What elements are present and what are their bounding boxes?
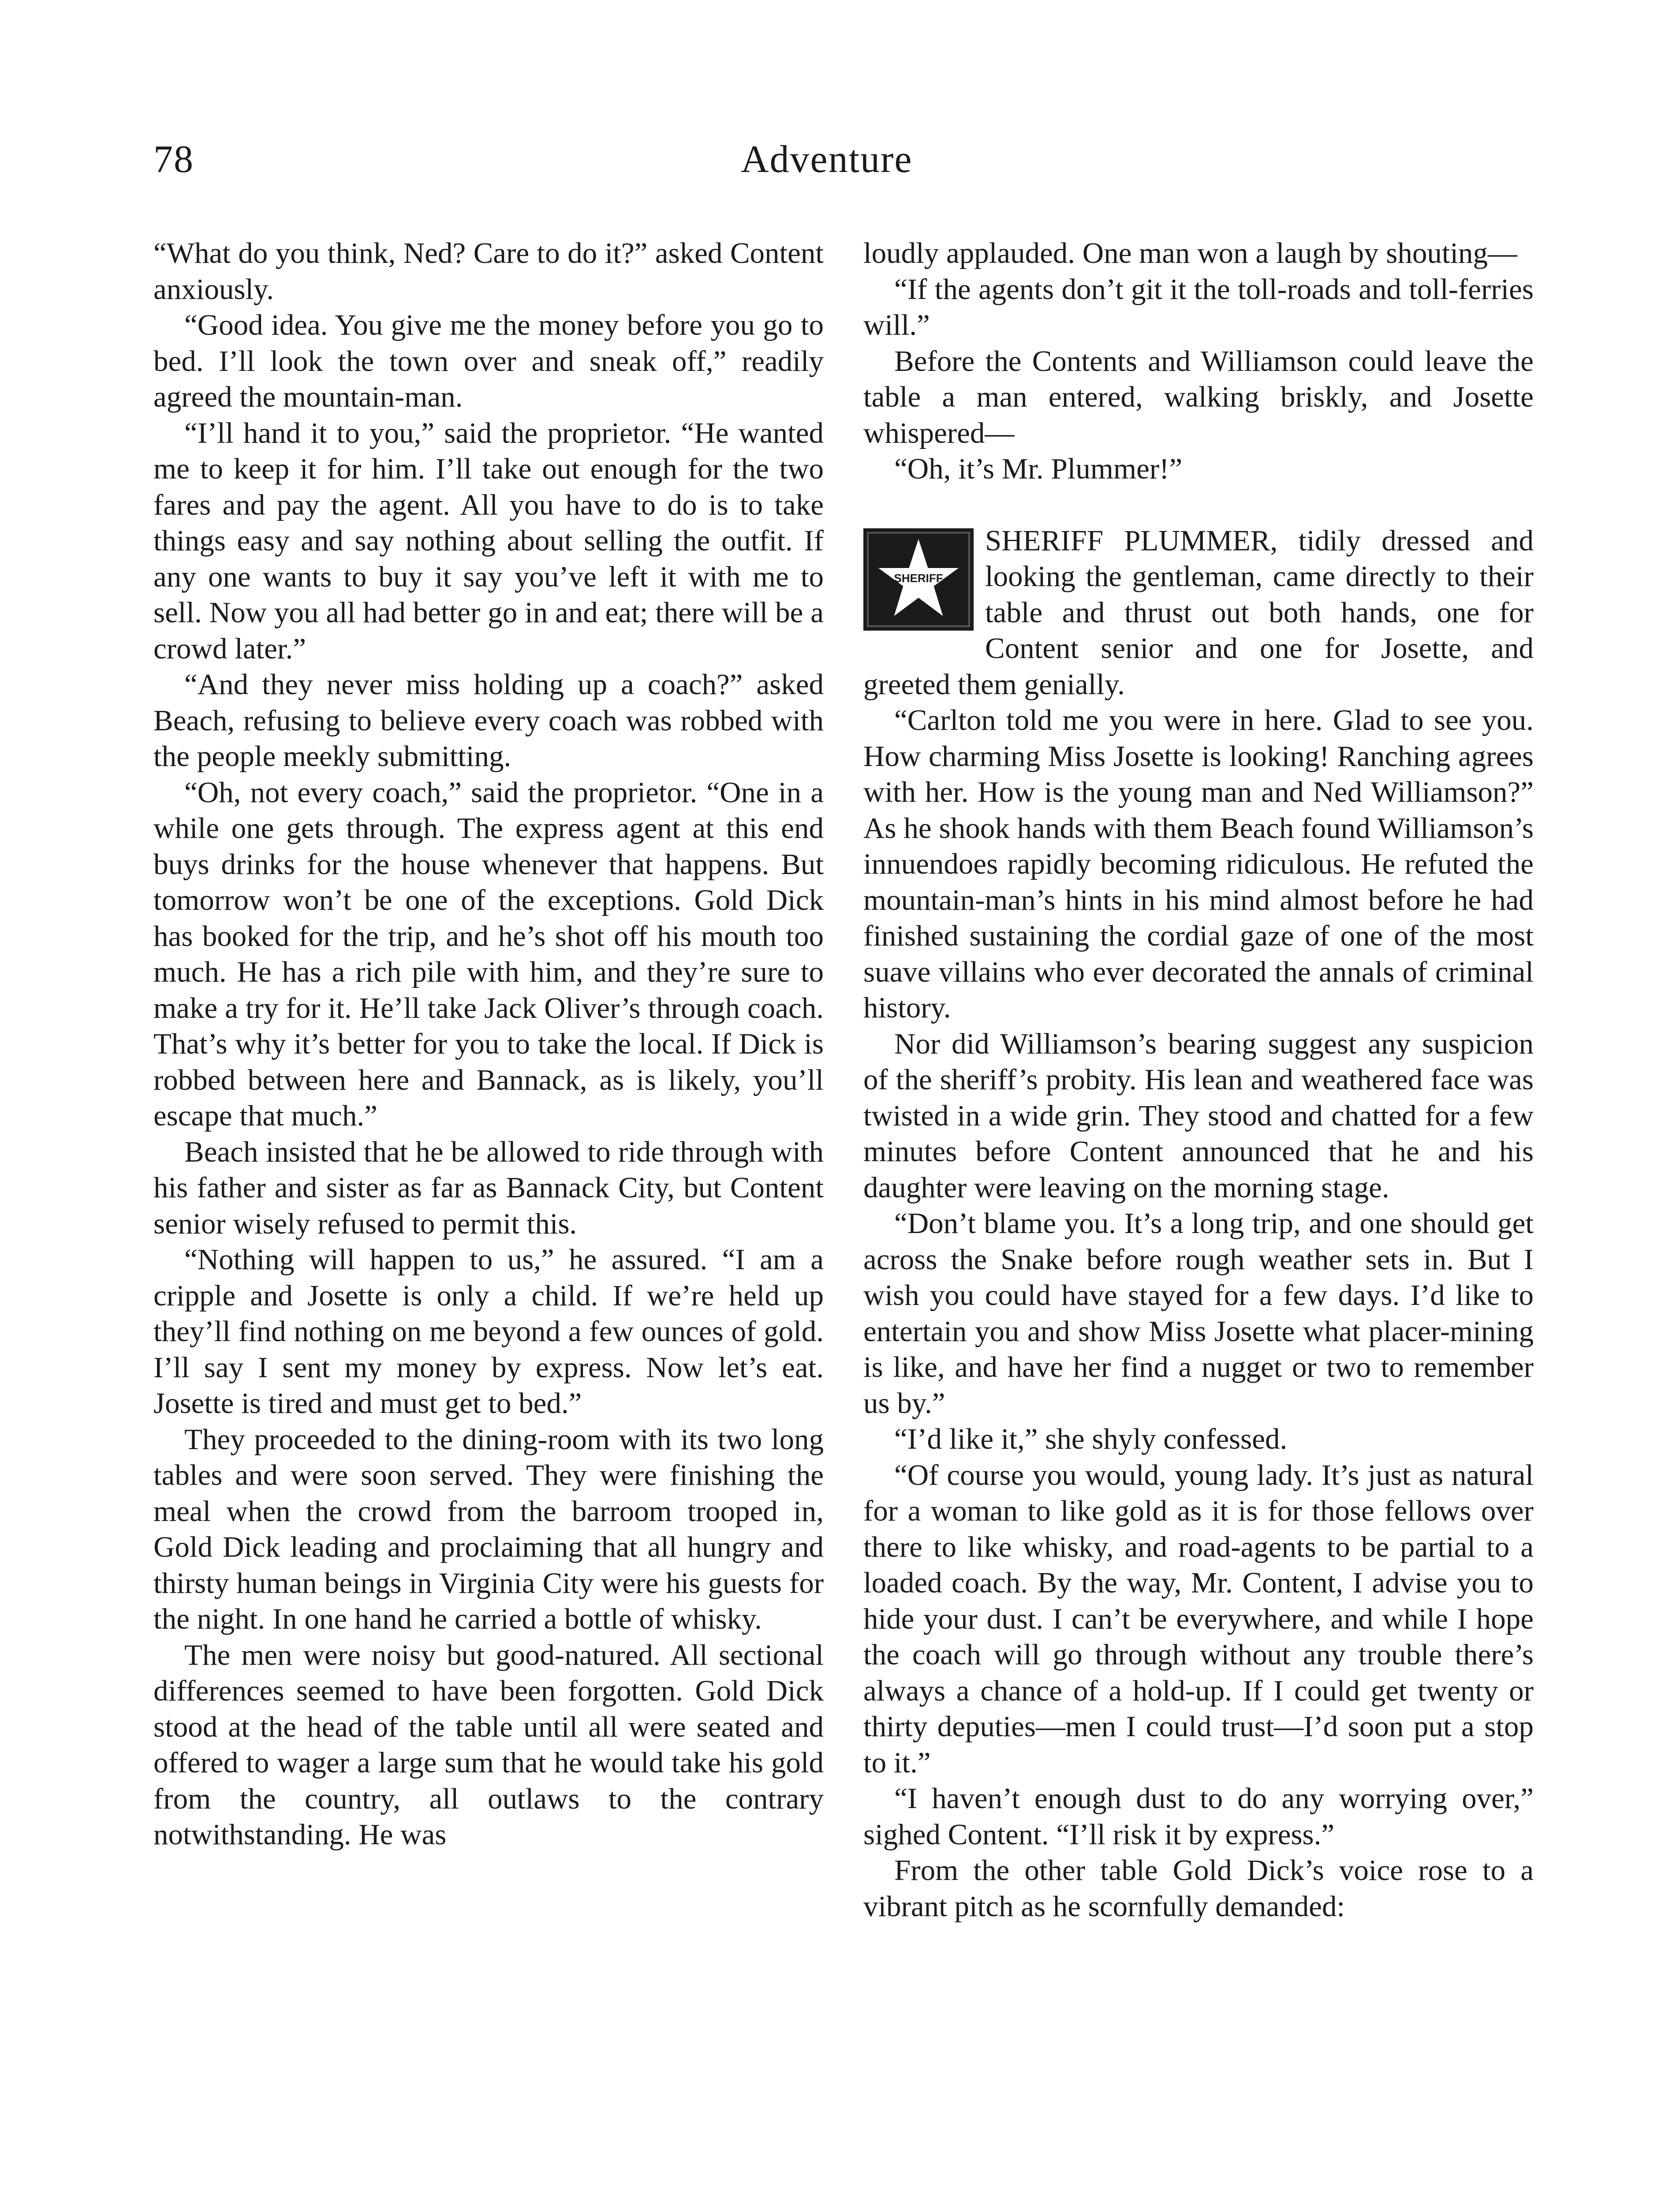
page-number: 78 bbox=[153, 138, 194, 181]
paragraph: “I’d like it,” she shyly confessed. bbox=[894, 1423, 1288, 1455]
paragraph: From the other table Gold Dick’s voice rose to a vibrant pitch as he scornfully demanded: bbox=[863, 1854, 1534, 1923]
badge-label: SHERIFF bbox=[894, 571, 943, 585]
paragraph: “Nothing will happen to us,” he assured. “I am a cripple and Josette is only a child. If we’re held up they’ll find nothing on me beyond a few ounces of gold. I’ll say I sent my money by express. Now let’s eat. Josette is tired and must get to bed.” bbox=[153, 1243, 824, 1420]
paragraph: “And they never miss holding up a coach?” asked Beach, refusing to believe every coach was robbed with the people meekly submitting. bbox=[153, 668, 824, 773]
paragraph: “Oh, not every coach,” said the proprietor. “One in a while one gets through. The express agent at this end buys drinks for the house whenever that happens. But tomorrow won’t be one of the exceptions. Gold Dick has booked for the trip, and he’s shot off his mouth too much. He has a rich pile with him, and they’re sure to make a try for it. He’ll take Jack Oliver’s through coach. That’s why it’s better for you to take the local. If Dick is robbed between here and Bannack, as is likely, you’ll escape that much.” bbox=[153, 776, 824, 1132]
paragraph: “Good idea. You give me the money before you go to bed. I’ll look the town over and sneak off,” readily agreed the mountain-man. bbox=[153, 309, 824, 413]
paragraph: “I haven’t enough dust to do any worrying over,” sighed Content. “I’ll risk it by express.” bbox=[863, 1782, 1534, 1851]
paragraph: Beach insisted that he be allowed to ride through with his father and sister as far as Bannack City, but Content senior wisely refused to permit this. bbox=[153, 1135, 824, 1240]
sheriff-paragraph: SHERIFF PLUMMER, tidily dressed and looking the gentleman, came directly to their table and thrust out both hands, one for Content senior and one for Josette, and greeted them genially. bbox=[863, 524, 1534, 701]
paragraph: loudly applauded. One man won a laugh by shouting— bbox=[863, 237, 1518, 269]
paragraph: “If the agents don’t git it the toll-roads and toll-ferries will.” bbox=[863, 273, 1534, 341]
paragraph: “Oh, it’s Mr. Plummer!” bbox=[894, 452, 1183, 485]
running-head-title: Adventure bbox=[741, 138, 913, 181]
paragraph: Before the Contents and Williamson could leave the table a man entered, walking briskly, and Josette whispered— bbox=[863, 344, 1534, 449]
right-column bbox=[863, 235, 1534, 1925]
sheriff-star-icon bbox=[863, 528, 974, 631]
paragraph: “What do you think, Ned? Care to do it?” asked Content anxiously. bbox=[153, 237, 824, 306]
paragraph: “I’ll hand it to you,” said the proprietor. “He wanted me to keep it for him. I’ll take out enough for the two fares and pay the agent. All you have to do is to take things easy and say nothing about selling the outfit. If any one wants to buy it say you’ve left it with me to sell. Now you all had better go in and eat; there will be a crowd later.” bbox=[153, 416, 824, 665]
section-spacer bbox=[863, 487, 1534, 523]
paragraph: The men were noisy but good-natured. All sectional differences seemed to have been forgotten. Gold Dick stood at the head of the table until all were seated and offered to wager a large sum that he would take his gold from the country, all outlaws to the contrary notwithstanding. He was bbox=[153, 1638, 824, 1851]
paragraph: They proceeded to the dining-room with its two long tables and were soon served. They were finishing the meal when the crowd from the barroom trooped in, Gold Dick leading and proclaiming that all hungry and thirsty human beings in Virginia City were his guests for the night. In one hand he carried a bottle of whisky. bbox=[153, 1423, 824, 1635]
left-column bbox=[153, 235, 824, 1853]
paragraph: “Of course you would, young lady. It’s just as natural for a woman to like gold as it is for those fellows over there to like whisky, and road-agents to be partial to a loaded coach. By the way, Mr. Content, I advise you to hide your dust. I can’t be everywhere, and while I hope the coach will go through without any trouble there’s always a chance of a hold-up. If I could get twenty or thirty deputies—men I could trust—I’d soon put a stop to it.” bbox=[863, 1458, 1534, 1779]
paragraph: “Don’t blame you. It’s a long trip, and one should get across the Snake before rough weather sets in. But I wish you could have stayed for a few days. I’d like to entertain you and show Miss Josette what placer-mining is like, and have her find a nugget or two to remember us by.” bbox=[863, 1207, 1534, 1420]
paragraph: “Carlton told me you were in here. Glad to see you. How charming Miss Josette is looking! Ranching agrees with her. How is the young man and Ned Williamson?” As he shook hands with them Beach found Williamson’s innuendoes rapidly becoming ridiculous. He refuted the mountain-man’s hints in his mind almost before he had finished sustaining the cordial gaze of one of the most suave villains who ever decorated the annals of criminal history. bbox=[863, 704, 1534, 1024]
paragraph: Nor did Williamson’s bearing suggest any suspicion of the sheriff’s probity. His lean and weathered face was twisted in a wide grin. They stood and chatted for a few minutes before Content announced that he and his daughter were leaving on the morning stage. bbox=[863, 1027, 1534, 1204]
page-header bbox=[0, 0, 1680, 247]
